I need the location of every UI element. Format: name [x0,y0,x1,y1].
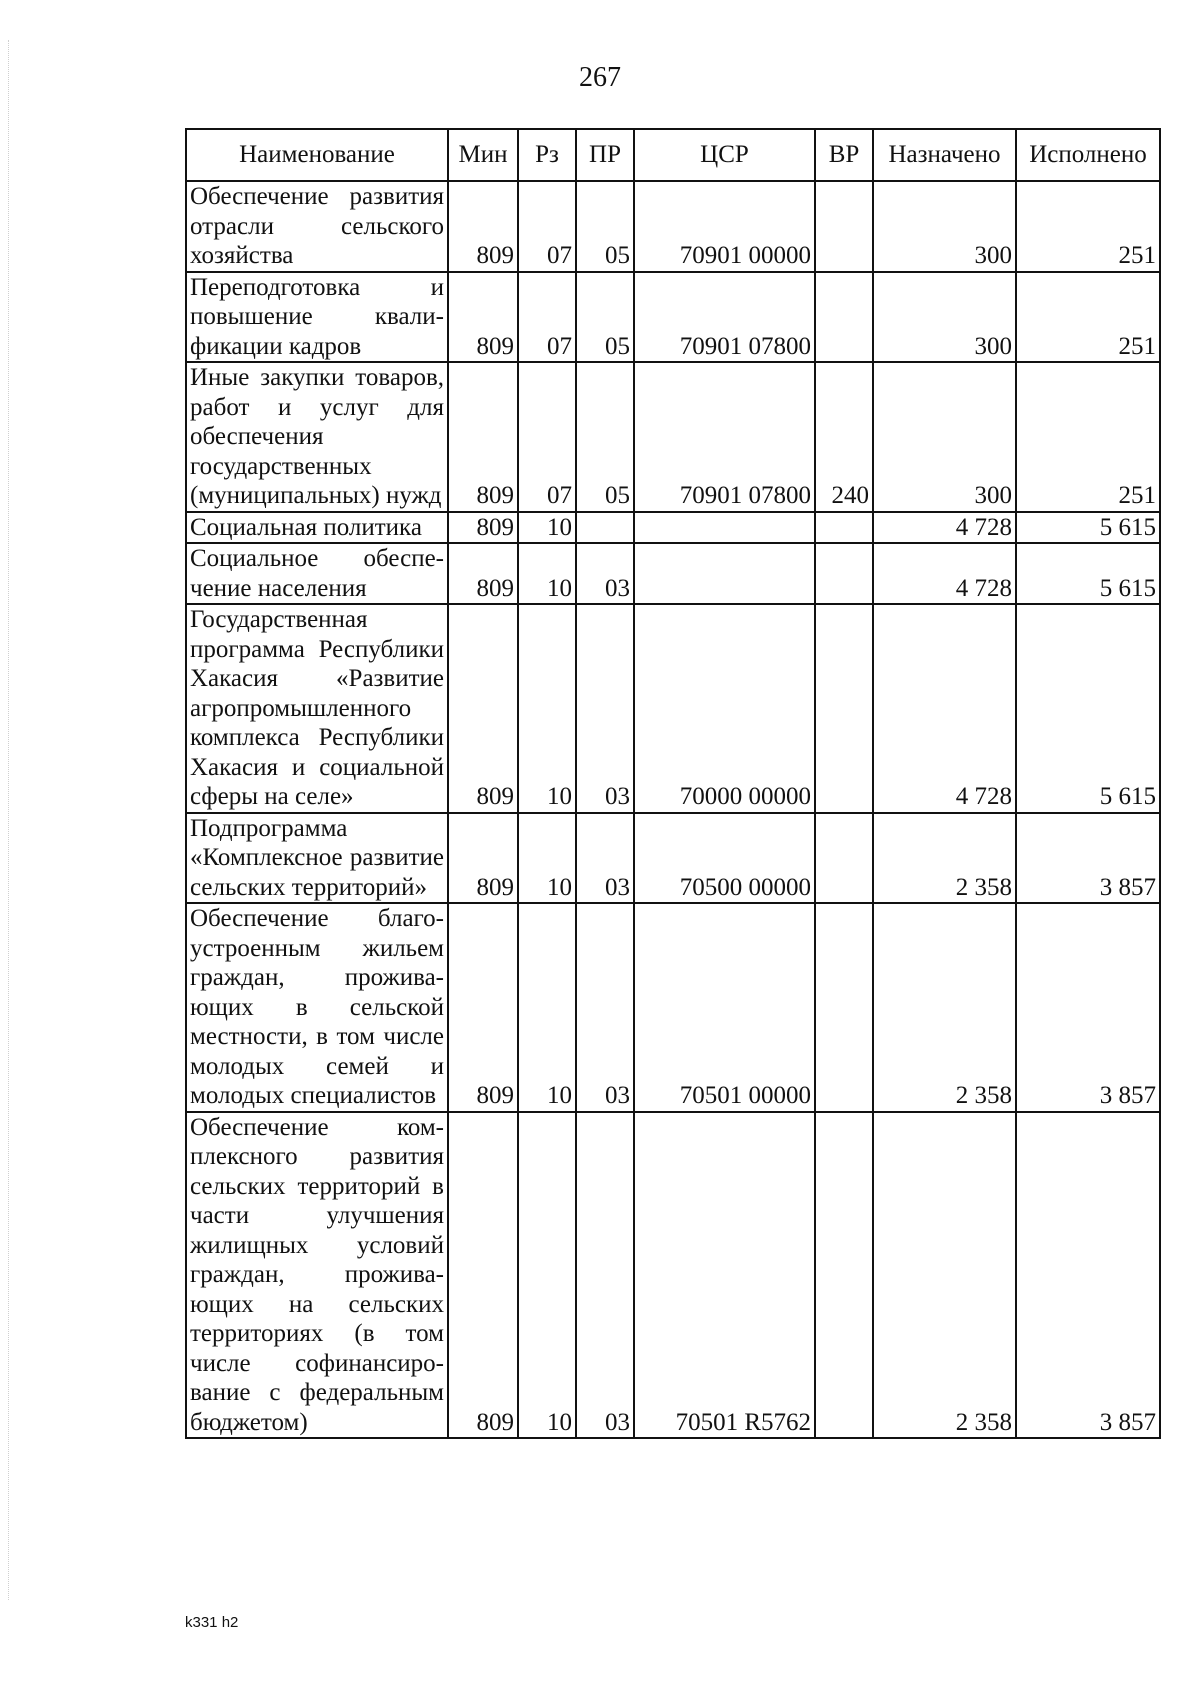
cell-rz: 10 [518,903,576,1112]
cell-assigned: 300 [873,362,1016,512]
header-pr: ПР [576,129,634,181]
header-vr: ВР [815,129,873,181]
cell-name: Социальное обеспечение населения [186,543,448,604]
cell-name: Обеспечение комплексного развития сельских территорий в части улучшения жилищных условий граждан, проживающих на сельских территориях (в том числе софинансирование с федеральным бюджетом) [186,1112,448,1439]
cell-pr: 03 [576,903,634,1112]
cell-csr: 70901 07800 [634,272,815,363]
cell-executed: 251 [1016,362,1160,512]
header-name: Наименование [186,129,448,181]
cell-rz: 07 [518,181,576,272]
footer-code: k331 h2 [185,1614,239,1631]
cell-executed: 251 [1016,181,1160,272]
cell-assigned: 300 [873,181,1016,272]
table-row [186,604,1160,813]
cell-name: Государственная программа Республики Хакасия «Развитие агропромышленного комплекса Республики Хакасия и социальной сферы на селе» [186,604,448,813]
cell-assigned: 2 358 [873,1112,1016,1439]
cell-rz: 10 [518,813,576,904]
header-executed: Исполнено [1016,129,1160,181]
cell-min: 809 [448,1112,518,1439]
cell-vr [815,1112,873,1439]
cell-min: 809 [448,272,518,363]
cell-assigned: 4 728 [873,543,1016,604]
cell-assigned: 300 [873,272,1016,363]
cell-min: 809 [448,362,518,512]
table-body [186,181,1160,1438]
cell-executed: 5 615 [1016,512,1160,544]
cell-name: Иные закупки товаров, работ и услуг для обеспечения государственных (муниципальных) нужд [186,362,448,512]
cell-pr: 03 [576,813,634,904]
cell-rz: 10 [518,512,576,544]
table-row [186,181,1160,272]
cell-pr: 03 [576,1112,634,1439]
cell-vr [815,903,873,1112]
header-csr: ЦСР [634,129,815,181]
table-row [186,512,1160,544]
table-row [186,903,1160,1112]
cell-name: Обеспечение развития отрасли сельского хозяйства [186,181,448,272]
cell-executed: 3 857 [1016,903,1160,1112]
table-header-row [186,129,1160,181]
cell-csr [634,512,815,544]
cell-executed: 251 [1016,272,1160,363]
cell-assigned: 4 728 [873,512,1016,544]
cell-executed: 5 615 [1016,604,1160,813]
table-row [186,813,1160,904]
cell-pr: 05 [576,362,634,512]
cell-rz: 10 [518,543,576,604]
header-assigned: Назначено [873,129,1016,181]
cell-vr [815,512,873,544]
cell-name: Переподготовка и повышение квалификации кадров [186,272,448,363]
cell-csr: 70901 00000 [634,181,815,272]
cell-csr: 70901 07800 [634,362,815,512]
header-rz: Рз [518,129,576,181]
cell-executed: 3 857 [1016,1112,1160,1439]
cell-name: Обеспечение благоустроенным жильем граждан, проживающих в сельской местности, в том числе молодых семей и молодых специалистов [186,903,448,1112]
scan-margin-marks [8,40,11,1600]
cell-rz: 07 [518,272,576,363]
table-row [186,362,1160,512]
cell-assigned: 2 358 [873,813,1016,904]
cell-pr: 05 [576,272,634,363]
cell-min: 809 [448,512,518,544]
cell-min: 809 [448,604,518,813]
cell-min: 809 [448,813,518,904]
cell-csr: 70501 00000 [634,903,815,1112]
cell-executed: 3 857 [1016,813,1160,904]
cell-vr: 240 [815,362,873,512]
cell-vr [815,181,873,272]
cell-rz: 07 [518,362,576,512]
cell-csr: 70501 R5762 [634,1112,815,1439]
table-row [186,1112,1160,1439]
cell-vr [815,543,873,604]
cell-min: 809 [448,903,518,1112]
cell-pr: 03 [576,543,634,604]
page-number: 267 [579,62,621,93]
budget-execution-table [185,128,1161,1439]
cell-csr: 70500 00000 [634,813,815,904]
cell-vr [815,604,873,813]
cell-csr: 70000 00000 [634,604,815,813]
cell-min: 809 [448,181,518,272]
cell-executed: 5 615 [1016,543,1160,604]
cell-name: Подпрограмма «Комплексное развитие сельских территорий» [186,813,448,904]
cell-rz: 10 [518,604,576,813]
cell-vr [815,813,873,904]
cell-pr: 05 [576,181,634,272]
table-row [186,272,1160,363]
cell-pr [576,512,634,544]
table-row [186,543,1160,604]
cell-vr [815,272,873,363]
cell-csr [634,543,815,604]
cell-name: Социальная политика [186,512,448,544]
header-min: Мин [448,129,518,181]
cell-assigned: 2 358 [873,903,1016,1112]
cell-pr: 03 [576,604,634,813]
cell-min: 809 [448,543,518,604]
cell-assigned: 4 728 [873,604,1016,813]
cell-rz: 10 [518,1112,576,1439]
